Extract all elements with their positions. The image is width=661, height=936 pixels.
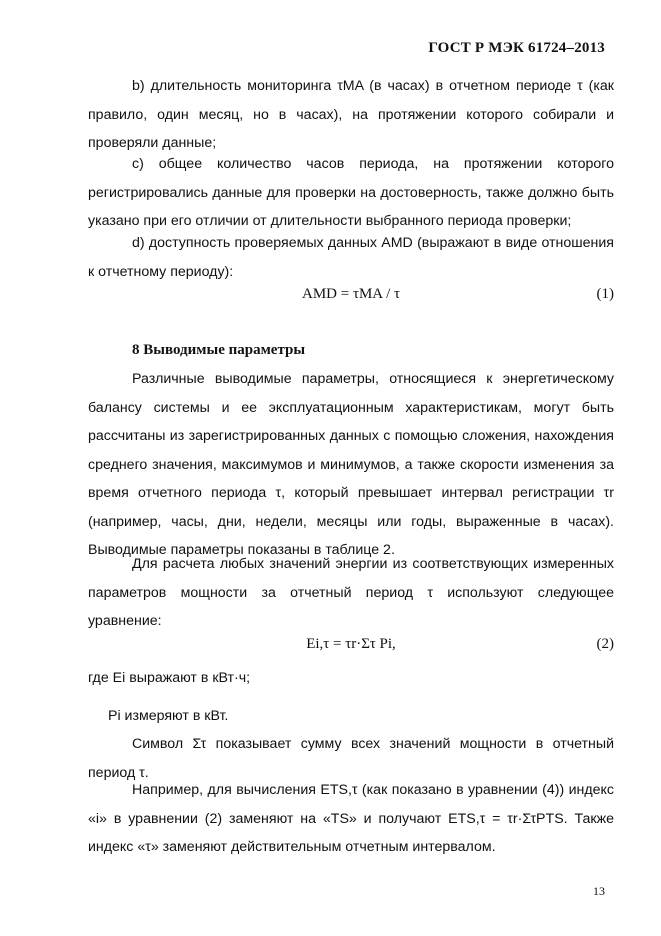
- paragraph-derived-params-text: Различные выводимые параметры, относящиеся к энергетическому балансу системы и ее эксплуатационным характеристикам, могут быть рассчитаны из зарегистрированных данных с помощью сложения, нахождения среднего значения, максимумов и минимумов, а также скорости изменения за время отчетного периода τ, который превышает интервал регистрации τr (например, часы, дни, недели, месяцы или годы, выраженные в часах). Выводимые параметры показаны в таблице 2.: [88, 371, 614, 558]
- list-item-b-text: b) длительность мониторинга τMA (в часах) в отчетном периоде τ (как правило, один месяц, но в часах), на протяжении которого собирали и проверяли данные;: [88, 78, 614, 151]
- page-number: 13: [593, 884, 605, 898]
- equation-2-formula: Ei,τ = τr·Στ Pi,: [306, 636, 396, 652]
- paragraph-energy-calc-text: Для расчета любых значений энергии из соответствующих измеренных параметров мощности за отчетный период τ используют следующее уравнение:: [88, 556, 614, 629]
- equation-1-number: (1): [596, 286, 614, 302]
- paragraph-example: [88, 776, 614, 862]
- paragraph-example-text: Например, для вычисления ETS,τ (как показано в уравнении (4)) индекс «i» в уравнении (2) заменяют на «TS» и получают ETS,τ = τr·ΣτPTS. Также индекс «τ» заменяют действительным отчетным интервалом.: [88, 782, 614, 855]
- document-header: ГОСТ Р МЭК 61724–2013: [428, 40, 605, 56]
- list-item-c-text: c) общее количество часов периода, на протяжении которого регистрировались данные для проверки на достоверность, также должно быть указано при его отличии от длительности выбранного периода проверки;: [88, 156, 614, 229]
- list-item-c: [88, 150, 614, 236]
- section-heading: 8 Выводимые параметры: [132, 342, 306, 358]
- list-item-d: [88, 229, 614, 286]
- equation-2: [88, 636, 614, 658]
- where-line-text: где Ei выражают в кВт·ч;: [88, 670, 251, 686]
- paragraph-derived-params: [88, 365, 614, 565]
- where-line: [88, 664, 614, 693]
- pi-line: [108, 702, 614, 731]
- equation-1: [88, 286, 614, 308]
- paragraph-sum-symbol-text: Символ Στ показывает сумму всех значений мощности в отчетный период τ.: [88, 736, 614, 781]
- pi-line-text: Pi измеряют в кВт.: [108, 708, 229, 724]
- list-item-b: [88, 72, 614, 158]
- paragraph-energy-calc: [88, 550, 614, 636]
- list-item-d-text: d) доступность проверяемых данных AMD (выражают в виде отношения к отчетному периоду):: [88, 235, 614, 280]
- equation-2-number: (2): [596, 636, 614, 652]
- equation-1-formula: AMD = τMA / τ: [301, 286, 401, 302]
